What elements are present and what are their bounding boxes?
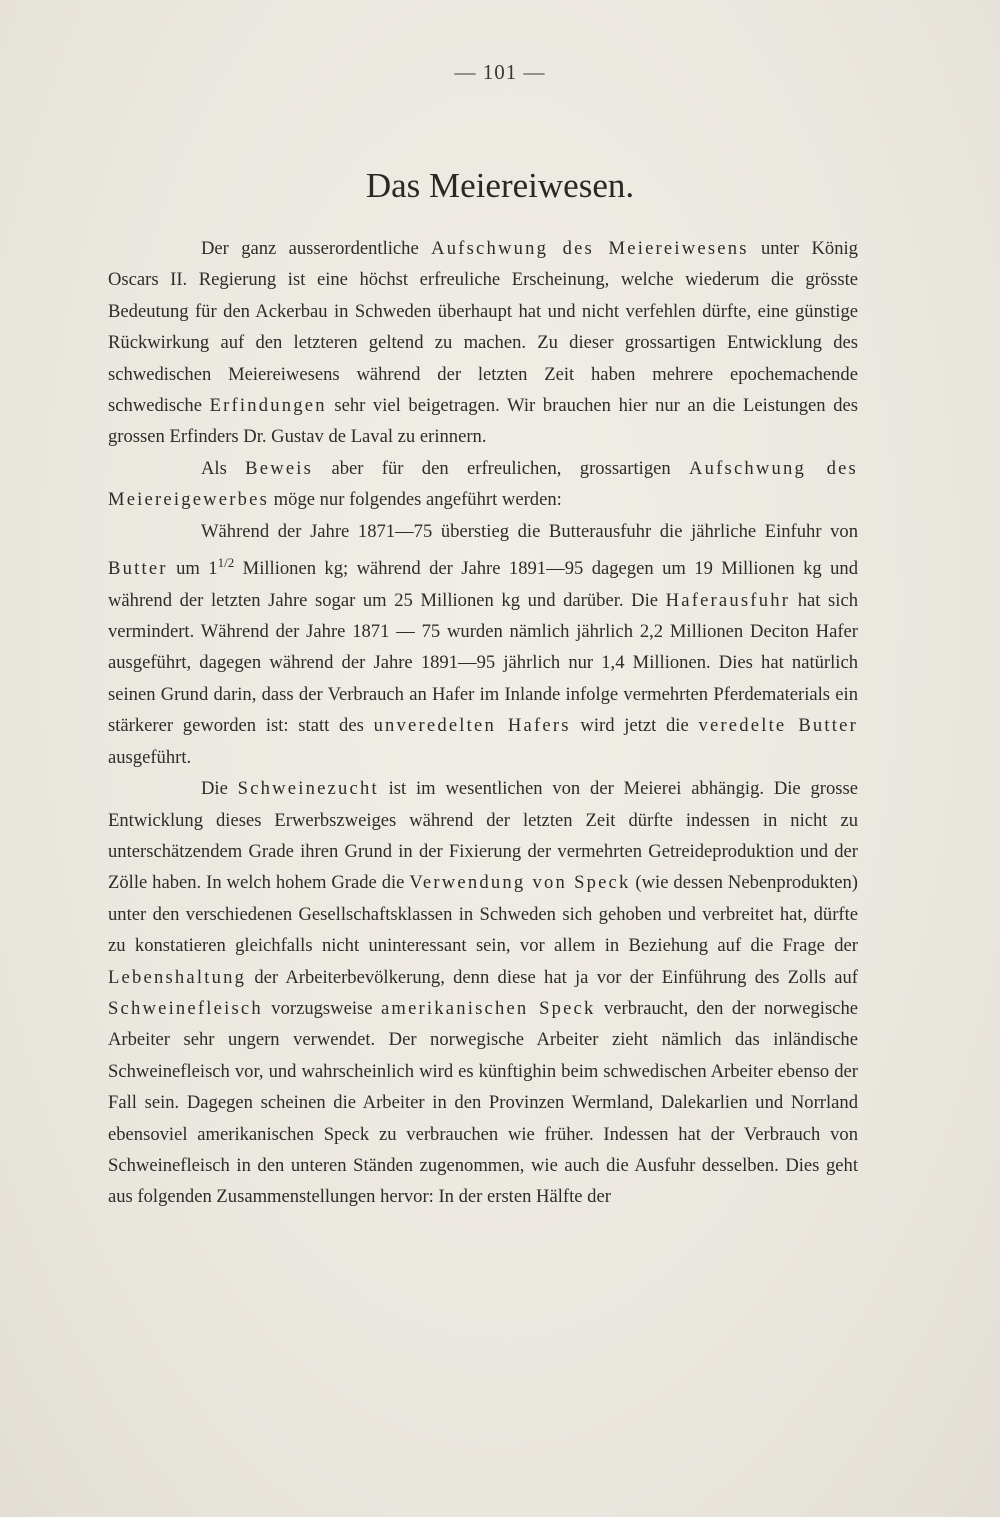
page-number: — 101 — [454, 60, 546, 84]
spaced-emphasis: Lebenshaltung [108, 966, 247, 988]
text-run: verbraucht, den der norwegische Arbeiter sehr ungern verwendet. Der norwegische Arbeiter zieht nämlich das inländische Schweinefleisch vor, und wahrscheinlich wird es künftighin beim schwedischen Arbeiter ebenso der Fall sein. Dagegen scheinen die Arbeiter in den Provinzen Wermland, Dalekarlien und Norrland ebensoviel amerikanischen Speck zu verbrauchen wie früher. Indessen hat der Verbrauch von Schweinefleisch in den unteren Ständen zugenommen, wie auch die Ausfuhr desselben. Dies geht aus folgenden Zusammenstellungen hervor: In der ersten Hälfte der [108, 997, 858, 1208]
text-run: vorzugsweise [262, 997, 381, 1019]
text-run: ist im wesentlichen von der Meierei abhängig. Die grosse Entwicklung dieses Erwerbszweiges während der letzten Zeit dürfte indessen in nicht zu unterschätzendem Grade ihren Grund in der Fixierung der vermehrten Getreideproduktion und der Zölle haben. In welch hohem Grade die [108, 778, 858, 894]
spaced-emphasis: Schweinezucht [237, 778, 379, 800]
text-run: aber für den erfreulichen, grossartigen [313, 457, 690, 479]
text-run: Millionen kg; während der Jahre 1891—95 dagegen um 19 Millionen kg und während der letzten Jahre sogar um 25 Millionen kg und darüber. Die [108, 558, 858, 611]
spaced-emphasis: Beweis [245, 457, 314, 479]
body-text [108, 233, 858, 1213]
text-run: um 1 [167, 558, 218, 580]
text-run: ausgeführt. [108, 746, 192, 768]
paragraph [108, 453, 858, 516]
spaced-emphasis: Aufschwung des Meiereigewerbes [108, 457, 858, 511]
spaced-emphasis: Erfindungen [209, 395, 327, 417]
text-run: wird jetzt die [570, 715, 699, 737]
text-run: Als [201, 457, 246, 479]
text-run: Die [201, 778, 238, 800]
text-run: der Arbeiterbevölkerung, denn diese hat ja vor der Einführung des Zolls auf [246, 966, 858, 988]
spaced-emphasis: Verwendung von Speck [409, 872, 631, 894]
text-run: unter König Oscars II. Regierung ist eine höchst erfreuliche Erscheinung, welche wiederum die grösste Bedeutung für den Ackerbau in Schweden überhaupt hat und nicht verfehlen dürfte, eine günstige Rückwirkung auf den letzteren geltend zu machen. Zu dieser grossartigen Entwicklung des schwedischen Meiereiwesens während der letzten Zeit haben mehrere epochemachende schwedische [108, 238, 858, 417]
text-run: Während der Jahre 1871—75 überstieg die Butterausfuhr die jährliche Einfuhr von [201, 520, 858, 542]
text-run: Der ganz ausserordentliche [201, 238, 432, 259]
spaced-emphasis: unveredelten Hafers [373, 715, 571, 737]
text-run: sehr viel beigetragen. Wir brauchen hier nur an die Leistungen des grossen Erfinders Dr. Gustav de Laval zu erinnern. [108, 395, 858, 448]
chapter-title: Das Meiereiwesen. [365, 166, 635, 205]
paragraph [108, 773, 858, 1213]
spaced-emphasis: Butter [108, 558, 168, 580]
spaced-emphasis: veredelte Butter [698, 715, 858, 737]
text-run: hat sich vermindert. Während der Jahre 1871 — 75 wurden nämlich jährlich 2,2 Millionen Deciton Hafer ausgeführt, dagegen während der Jahre 1891—95 jährlich nur 1,4 Millionen. Dies hat natürlich seinen Grund darin, dass der Verbrauch an Hafer im Inlande infolge vermehrten Pferdematerials ein stärkerer geworden ist: statt des [108, 589, 858, 737]
paragraph [108, 516, 858, 773]
spaced-emphasis: amerikanischen Speck [380, 997, 596, 1019]
spaced-emphasis: Schweinefleisch [108, 997, 263, 1019]
paragraph [108, 233, 858, 453]
fraction: 1/2 [217, 555, 235, 571]
spaced-emphasis: Haferausfuhr [665, 589, 791, 611]
spaced-emphasis: Aufschwung des Meiereiwesens [431, 238, 749, 259]
text-run: (wie dessen Nebenprodukten) unter den verschiedenen Gesellschaftsklassen in Schweden sich gehoben und verbreitet hat, dürfte zu konstatieren gleichfalls nicht uninteressant sein, vor allem in Beziehung auf die Frage der [108, 872, 858, 957]
text-run: möge nur folgendes angeführt werden: [269, 489, 562, 511]
